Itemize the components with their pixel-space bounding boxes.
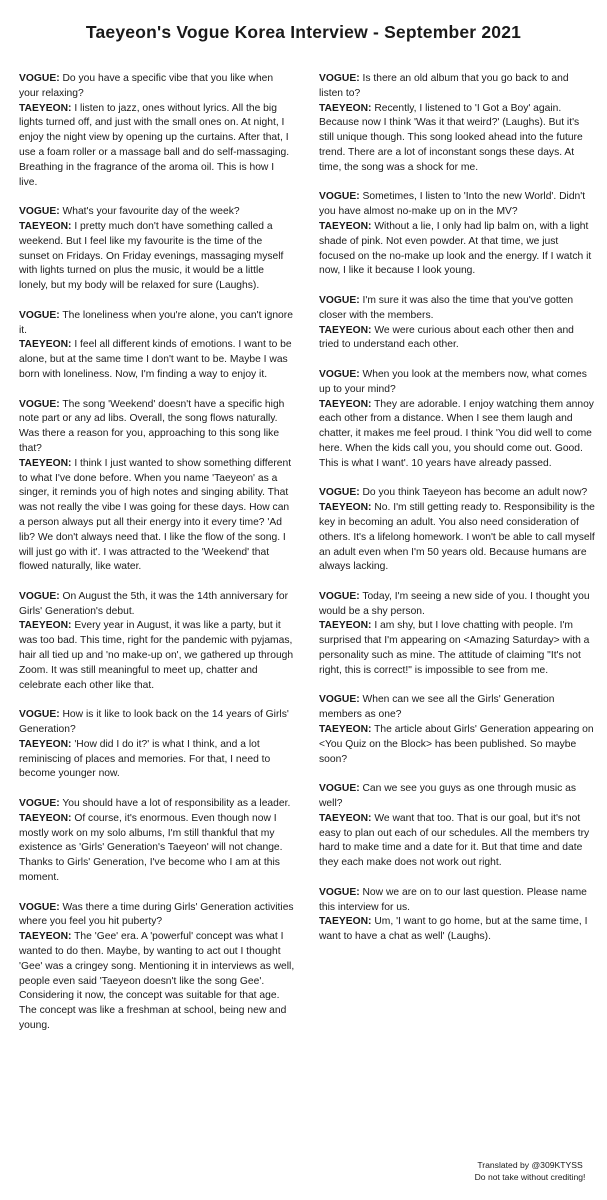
qa-block	[319, 368, 595, 472]
question-text: Do you have a specific vibe that you like when your relaxing?	[19, 73, 274, 99]
question-line	[19, 205, 295, 220]
question-text: The song 'Weekend' doesn't have a specific high note part or any ad libs. Overall, the song flows naturally. Was there a reason for you, approaching to this song like that?	[19, 398, 285, 454]
speaker-vogue: VOGUE:	[319, 368, 360, 380]
question-line	[319, 782, 595, 812]
question-text: Was there a time during Girls' Generation activities where you feel you hit puberty?	[19, 901, 294, 928]
speaker-vogue: VOGUE:	[319, 783, 360, 795]
speaker-vogue: VOGUE:	[319, 886, 360, 898]
question-text: What's your favourite day of the week?	[62, 206, 240, 218]
question-line	[319, 886, 595, 916]
translation-credit	[455, 1159, 605, 1183]
question-line	[319, 590, 595, 620]
question-line	[19, 398, 295, 457]
qa-block	[19, 72, 295, 190]
answer-line	[319, 915, 595, 945]
answer-text: I pretty much don't have something called a weekend. But I feel like my favourite is the time of the sunset on Fridays. On Friday evenings, massaging myself with lights turned on plus the music, it would be a little lonely, but my body will be relaxed for sure (Laughs).	[19, 220, 284, 292]
speaker-vogue: VOGUE:	[319, 294, 360, 306]
speaker-vogue: VOGUE:	[19, 709, 60, 721]
question-text: On August the 5th, it was the 14th anniversary for Girls' Generation's debut.	[19, 590, 289, 617]
speaker-taeyeon: TAEYEON:	[19, 220, 72, 232]
speaker-vogue: VOGUE:	[319, 487, 360, 499]
qa-block	[19, 398, 295, 576]
question-line	[319, 486, 595, 501]
speaker-taeyeon: TAEYEON:	[319, 324, 372, 336]
qa-block	[19, 205, 295, 294]
answer-line	[19, 220, 295, 294]
speaker-vogue: VOGUE:	[19, 798, 60, 810]
answer-line	[319, 102, 595, 176]
answer-text: The 'Gee' era. A 'powerful' concept was what I wanted to do then. Maybe, by wanting to act out I thought 'Gee' was a cringey song. Mentioning it in interviews as well, people even said 'Taeyeon doesn't like the song Gee'. Considering it now, the concept was suitable for that age. The concept was like a freshman at school, being new and young.	[19, 931, 295, 1031]
speaker-taeyeon: TAEYEON:	[319, 724, 372, 736]
answer-line	[19, 812, 295, 886]
question-line	[319, 693, 595, 723]
speaker-vogue: VOGUE:	[319, 590, 360, 602]
answer-line	[319, 220, 595, 279]
speaker-taeyeon: TAEYEON:	[319, 812, 372, 824]
speaker-vogue: VOGUE:	[19, 73, 60, 84]
question-text: Now we are on to our last question. Please name this interview for us.	[319, 886, 587, 913]
answer-text: Of course, it's enormous. Even though now I mostly work on my solo albums, I'm still thankful that my existence as 'Girls' Generation's Taeyeon' will not change. Thanks to Girls' Generation, I've become who I am at this moment.	[19, 812, 283, 884]
crediting-notice: Do not take without crediting!	[474, 1172, 586, 1182]
speaker-vogue: VOGUE:	[319, 191, 360, 203]
speaker-taeyeon: TAEYEON:	[319, 916, 372, 928]
question-text: The loneliness when you're alone, you can't ignore it.	[19, 309, 293, 336]
qa-block	[319, 782, 595, 871]
speaker-vogue: VOGUE:	[319, 73, 360, 84]
speaker-taeyeon: TAEYEON:	[19, 812, 72, 824]
question-line	[319, 294, 595, 324]
speaker-taeyeon: TAEYEON:	[319, 102, 372, 114]
speaker-taeyeon: TAEYEON:	[19, 102, 72, 114]
answer-text: I think I just wanted to show something different to what I've done before. When you name 'Taeyeon' as a singer, it reminds you of high notes and singing ability. That was not really the vibe I was going for these days. How can a person always put all their energy into it every time? 'Ad lib? We don't always need that. I like the flow of the song. I will just go with it'. I was attracted to the 'Weekend' that flowed naturally, like water.	[19, 457, 292, 573]
speaker-vogue: VOGUE:	[19, 398, 60, 410]
qa-block	[19, 708, 295, 782]
interview-column-right	[319, 72, 595, 960]
answer-text: I feel all different kinds of emotions. I want to be alone, but at the same time I don't want to be. Maybe I was born with loneliness. Now, I'm finding a way to enjoy it.	[19, 339, 292, 380]
question-line	[19, 72, 295, 102]
question-text: Is there an old album that you go back to and listen to?	[319, 73, 569, 99]
speaker-vogue: VOGUE:	[19, 309, 60, 321]
answer-text: Um, 'I want to go home, but at the same time, I want to have a chat as well' (Laughs).	[319, 916, 588, 943]
answer-text: Without a lie, I only had lip balm on, with a light shade of pink. Not even powder. At that time, we just focused on the no-make up look and the energy. If I watch it now, I like it because I look young.	[319, 220, 592, 277]
answer-line	[319, 501, 595, 575]
qa-block	[19, 901, 295, 1034]
qa-block	[19, 797, 295, 886]
answer-text: I am shy, but I love chatting with people. I'm surprised that I'm appearing on <Amazing Saturday> with a personality such as mine. The attitude of claiming "It's not right, this is correct!" is impossible to see from me.	[319, 620, 590, 676]
answer-line	[19, 338, 295, 382]
speaker-taeyeon: TAEYEON:	[19, 339, 72, 351]
answer-text: They are adorable. I enjoy watching them annoy each other from a distance. When I see them laugh and chatter, it makes me feel proud. I think 'You did well to come here. When the kids call you, you should come out. Good. This is what I want'. 10 years have already passed.	[319, 398, 594, 469]
question-text: Can we see you guys as one through music as well?	[319, 783, 576, 810]
answer-text: I listen to jazz, ones without lyrics. All the big lights turned off, and just with the small ones on. At night, I enjoy the night view by opening up the curtains. After that, I use a foam roller or a massage ball and do self-massaging. Breathing in the fragrance of the aroma oil. This is how I live.	[19, 102, 290, 188]
qa-block	[319, 190, 595, 279]
interview-column-left	[19, 72, 295, 1049]
question-text: Sometimes, I listen to 'Into the new World'. Didn't you have almost no-make up on in the MV?	[319, 191, 586, 218]
translator-credit: Translated by @309KTYSS	[477, 1160, 583, 1170]
answer-line	[19, 102, 295, 191]
question-text: Do you think Taeyeon has become an adult now?	[362, 487, 588, 499]
answer-text: Recently, I listened to 'I Got a Boy' again. Because now I think 'Was it that weird?' (Laughs). But it's still unique though. This song looked ahead into the future trend. There are a lot of inconstant songs these days. At time, the song was a shock for me.	[319, 102, 583, 173]
speaker-vogue: VOGUE:	[19, 901, 60, 913]
question-line	[319, 368, 595, 398]
answer-line	[319, 398, 595, 472]
answer-line	[319, 619, 595, 678]
qa-block	[319, 693, 595, 767]
qa-block	[19, 309, 295, 383]
answer-line	[319, 723, 595, 767]
speaker-vogue: VOGUE:	[19, 206, 60, 218]
question-text: How is it like to look back on the 14 years of Girls' Generation?	[19, 709, 289, 736]
qa-block	[319, 486, 595, 575]
question-line	[19, 590, 295, 620]
answer-line	[19, 930, 295, 1034]
answer-text: The article about Girls' Generation appearing on <You Quiz on the Block> has been published. So maybe soon?	[319, 724, 594, 765]
question-line	[19, 708, 295, 738]
question-line	[19, 901, 295, 931]
speaker-taeyeon: TAEYEON:	[19, 620, 72, 632]
speaker-vogue: VOGUE:	[19, 590, 60, 602]
answer-text: 'How did I do it?' is what I think, and a lot reminiscing of places and memories. For that, I need to become younger now.	[19, 738, 271, 780]
answer-line	[19, 457, 295, 575]
speaker-vogue: VOGUE:	[319, 694, 360, 706]
question-line	[19, 797, 295, 812]
answer-text: No. I'm still getting ready to. Responsibility is the key in becoming an adult. You also need consideration of others. It's a lifelong homework. I won't be able to call myself an adult even when I'm 50 years old. Because humans are always lacking.	[319, 502, 595, 573]
speaker-taeyeon: TAEYEON:	[319, 502, 372, 514]
qa-block	[319, 886, 595, 945]
question-text: Today, I'm seeing a new side of you. I thought you would be a shy person.	[319, 590, 590, 617]
answer-line	[319, 324, 595, 354]
question-text: When can we see all the Girls' Generation members as one?	[319, 694, 555, 721]
answer-line	[319, 812, 595, 871]
answer-text: We want that too. That is our goal, but it's not easy to plan out each of our schedules. All the members try hard to make time and a date for it. But that time and date they each make does not work out right.	[319, 812, 590, 869]
page-title: Taeyeon's Vogue Korea Interview - September 2021	[85, 22, 522, 42]
speaker-taeyeon: TAEYEON:	[19, 931, 72, 943]
qa-block	[319, 72, 595, 176]
question-line	[19, 309, 295, 339]
speaker-taeyeon: TAEYEON:	[319, 220, 372, 232]
speaker-taeyeon: TAEYEON:	[19, 457, 72, 469]
question-line	[319, 190, 595, 220]
answer-text: We were curious about each other then and tried to understand each other.	[319, 324, 574, 351]
speaker-taeyeon: TAEYEON:	[319, 620, 372, 632]
question-text: You should have a lot of responsibility as a leader.	[62, 798, 291, 810]
qa-block	[319, 590, 595, 679]
question-text: I'm sure it was also the time that you've gotten closer with the members.	[319, 294, 574, 321]
qa-block	[19, 590, 295, 694]
answer-line	[19, 619, 295, 693]
speaker-taeyeon: TAEYEON:	[19, 738, 72, 750]
speaker-taeyeon: TAEYEON:	[319, 398, 372, 410]
answer-line	[19, 738, 295, 782]
qa-block	[319, 294, 595, 353]
question-line	[319, 72, 595, 102]
answer-text: Every year in August, it was like a party, but it was too bad. This time, right for the pandemic with pyjamas, hair all tied up and 'no make-up on', we gathered up through Zoom. It was still meaningful to meet up, chatter and celebrate each other like that.	[19, 620, 294, 691]
question-text: When you look at the members now, what comes up to your mind?	[319, 368, 587, 395]
